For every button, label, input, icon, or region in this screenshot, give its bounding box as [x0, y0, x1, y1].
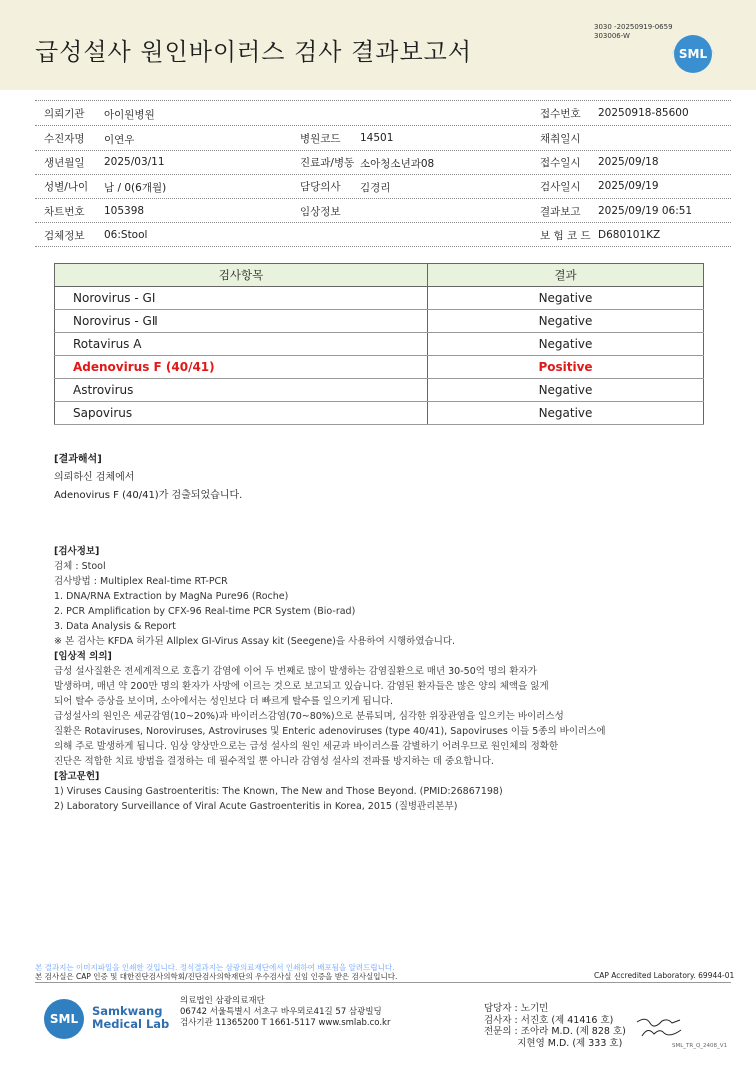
divider [35, 174, 731, 175]
clinical-label: 임상정보 [300, 206, 341, 218]
test-date-label: 검사일시 [540, 181, 581, 193]
birth-value: 2025/03/11 [104, 156, 165, 168]
report-date-value: 2025/09/19 06:51 [598, 205, 693, 217]
test-date-value: 2025/09/19 [598, 180, 659, 192]
test-result: Positive [428, 356, 704, 379]
test-info-section [54, 544, 714, 814]
clinical-line: 급성 설사질환은 전세계적으로 호흡기 감염에 이어 두 번째로 많이 발생하는 감염질환으로 매년 30-50억 명의 환자가 [54, 666, 537, 677]
staff-line: 담당자 : 노기민 [484, 1003, 549, 1014]
sex-age-label: 성별/나이 [44, 181, 89, 193]
test-result: Negative [428, 310, 704, 333]
info-line: 1. DNA/RNA Extraction by MagNa Pure96 (Roche) [54, 591, 289, 602]
results-table [54, 263, 704, 425]
company-name-line1: Samkwang [92, 1004, 163, 1018]
reference-line: 2) Laboratory Surveillance of Viral Acute Gastroenteritis in Korea, 2015 (질병관리본부) [54, 801, 458, 812]
clinical-line: 되어 탈수 증상을 보이며, 소아에서는 성인보다 더 빠르게 탈수를 일으키게 됩니다. [54, 696, 394, 707]
name-value: 이연우 [104, 134, 135, 146]
address-line: 의료법인 삼광의료재단 [180, 996, 265, 1006]
insurance-label: 보 험 코 드 [540, 230, 591, 242]
interpretation-line: Adenovirus F (40/41)가 검출되었습니다. [54, 490, 243, 501]
form-code: SML_TR_Q_2408_V1 [672, 1043, 728, 1049]
clinical-line: 발생하며, 매년 약 200만 명의 환자가 사망에 이르는 것으로 보고되고 있습니다. 감염된 환자들은 많은 양의 체액을 잃게 [54, 681, 549, 692]
col-header-item: 검사항목 [55, 264, 428, 287]
reference-line: 1) Viruses Causing Gastroenteritis: The Known, The New and Those Beyond. (PMID:26867198) [54, 786, 503, 797]
divider [35, 100, 731, 101]
interpretation-heading: [결과해석] [54, 454, 102, 465]
report-code-1: 3030 -20250919-0659 [594, 23, 673, 31]
receipt-date-value: 2025/09/18 [598, 156, 659, 168]
divider [35, 125, 731, 126]
info-line: 검사방법 : Multiplex Real-time RT-PCR [54, 576, 228, 587]
clinical-line: 진단은 적합한 치료 방법을 결정하는 데 필수적일 뿐 아니라 감염성 설사의 전파를 방지하는 데 중요합니다. [54, 756, 494, 767]
clinical-line: 의해 주로 발생하게 됩니다. 임상 양상만으로는 급성 설사의 원인 세균과 바이러스를 감별하기 어려우므로 원인체의 정확한 [54, 741, 559, 752]
info-line: 3. Data Analysis & Report [54, 621, 176, 632]
sex-age-value: 남 / 0(6개월) [104, 182, 167, 194]
footer-sml-logo: SML [44, 999, 84, 1039]
cap-accreditation: CAP Accredited Laboratory. 69944-01 [594, 971, 735, 980]
signature-image [634, 1014, 684, 1040]
birth-label: 생년월일 [44, 157, 85, 169]
company-name-line2: Medical Lab [92, 1017, 170, 1031]
table-row [55, 333, 704, 356]
dept-label: 진료과/병동 [300, 157, 355, 169]
test-result: Negative [428, 287, 704, 310]
test-item: Adenovirus F (40/41) [55, 356, 428, 379]
dept-value: 소아청소년과08 [360, 158, 435, 170]
print-warning: 본 결과지는 이미지파일을 인쇄한 것입니다. 정식결과지는 삼광의료재단에서 인쇄하여 배포됨을 알려드립니다. [35, 963, 395, 972]
divider [35, 150, 731, 151]
clinical-heading: [임상적 의의] [54, 651, 112, 662]
report-title: 급성설사 원인바이러스 검사 결과보고서 [35, 38, 473, 66]
divider [35, 198, 731, 199]
hospital-code-label: 병원코드 [300, 133, 341, 145]
staff-line: 지현영 M.D. (제 333 호) [484, 1037, 623, 1049]
interpretation-section [54, 451, 242, 505]
test-item: Rotavirus A [55, 333, 428, 356]
institution-label: 의뢰기관 [44, 108, 85, 120]
sml-logo: SML [674, 35, 712, 73]
specimen-value: 06:Stool [104, 229, 148, 241]
test-result: Negative [428, 379, 704, 402]
col-header-result: 결과 [428, 264, 704, 287]
address-line: 06742 서울특별시 서초구 바우뫼로41길 57 삼광빌딩 [180, 1007, 382, 1017]
clinical-line: 급성설사의 원인은 세균감염(10~20%)과 바이러스감염(70~80%)으로 분류되며, 심각한 위장관염을 일으키는 바이러스성 [54, 711, 564, 722]
receipt-no-label: 접수번호 [540, 108, 581, 120]
certification-note: 본 검사실은 CAP 인증 및 대한진단검사의학회/진단검사의학재단의 우수검사실 신임 인증을 받은 검사실입니다. [35, 972, 398, 981]
results-header-row [55, 264, 704, 287]
reference-heading: [참고문헌] [54, 771, 100, 782]
chart-no-label: 차트번호 [44, 206, 85, 218]
report-header [0, 0, 756, 90]
institution-value: 아이원병원 [104, 109, 155, 121]
test-item: Norovirus - GⅡ [55, 310, 428, 333]
specimen-label: 검체정보 [44, 230, 85, 242]
company-name [92, 1005, 169, 1031]
doctor-label: 담당의사 [300, 181, 341, 193]
report-code-2: 303006-W [594, 32, 630, 40]
footer-divider [35, 982, 731, 983]
table-row [55, 287, 704, 310]
info-line: 검체 : Stool [54, 561, 106, 572]
divider [35, 246, 731, 247]
name-label: 수진자명 [44, 133, 85, 145]
insurance-value: D680101KZ [598, 229, 661, 241]
test-result: Negative [428, 402, 704, 425]
chart-no-value: 105398 [104, 205, 145, 217]
divider [35, 222, 731, 223]
report-date-label: 결과보고 [540, 206, 581, 218]
table-row [55, 310, 704, 333]
interpretation-line: 의뢰하신 검체에서 [54, 472, 135, 483]
address-line: 검사기관 11365200 T 1661-5117 www.smlab.co.kr [180, 1018, 391, 1028]
info-line: ※ 본 검사는 KFDA 허가된 Allplex GI-Virus Assay kit (Seegene)을 사용하여 시행하였습니다. [54, 636, 456, 647]
staff-line: 검사자 : 서진호 (제 41416 호) [484, 1014, 614, 1026]
receipt-date-label: 접수일시 [540, 157, 581, 169]
hospital-code-value: 14501 [360, 132, 394, 144]
table-row [55, 379, 704, 402]
info-line: 2. PCR Amplification by CFX-96 Real-time PCR System (Bio-rad) [54, 606, 356, 617]
test-item: Norovirus - GⅠ [55, 287, 428, 310]
collect-date-label: 채취일시 [540, 133, 581, 145]
staff-list [484, 1003, 626, 1049]
staff-line: 전문의 : 조아라 M.D. (제 828 호) [484, 1026, 626, 1037]
table-row [55, 402, 704, 425]
test-result: Negative [428, 333, 704, 356]
clinical-line: 질환은 Rotaviruses, Noroviruses, Astroviruses 및 Enteric adenoviruses (type 40/41), Sapoviruses 이들 5종의 바이러스에 [54, 726, 606, 737]
company-address [180, 996, 390, 1029]
report-codes [594, 23, 673, 41]
doctor-value: 김경리 [360, 182, 391, 194]
test-item: Astrovirus [55, 379, 428, 402]
test-item: Sapovirus [55, 402, 428, 425]
table-row-positive [55, 356, 704, 379]
test-info-heading: [검사정보] [54, 546, 100, 557]
receipt-no-value: 20250918-85600 [598, 107, 689, 119]
